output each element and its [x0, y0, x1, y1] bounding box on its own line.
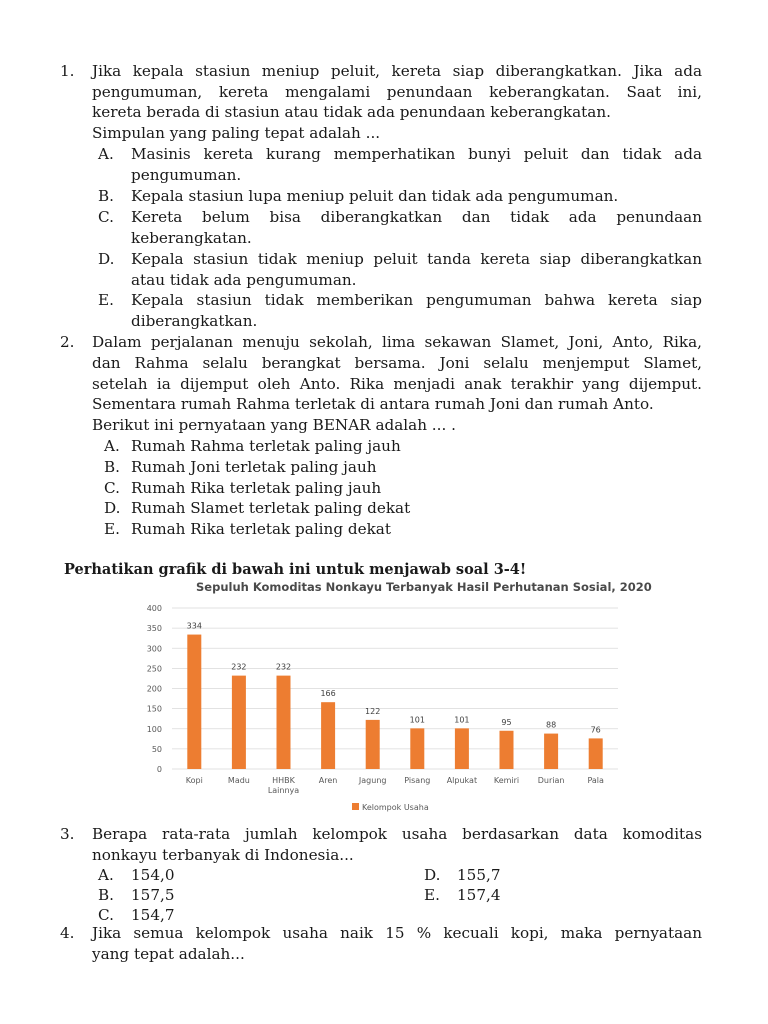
- option-letter: C.: [98, 906, 114, 924]
- y-tick-label: 250: [146, 664, 162, 674]
- option-letter: E.: [424, 886, 440, 904]
- option-text: pengumuman.: [131, 166, 242, 184]
- y-tick-label: 200: [146, 684, 162, 694]
- legend-label: Kelompok Usaha: [362, 803, 429, 812]
- option-text: Rumah Rika terletak paling dekat: [131, 520, 391, 538]
- question-number: 4.: [60, 924, 75, 942]
- question-text-line: Berapa rata-rata jumlah kelompok usaha berdasarkan data komoditas: [92, 825, 702, 843]
- y-tick-label: 100: [146, 724, 162, 734]
- question-text-line: Dalam perjalanan menuju sekolah, lima sekawan Slamet, Joni, Anto, Rika,: [92, 333, 702, 351]
- x-tick-label: Pisang: [404, 776, 431, 785]
- option-text: Kepala stasiun lupa meniup peluit dan tidak ada pengumuman.: [131, 187, 619, 205]
- data-label: 76: [590, 725, 601, 735]
- bar: [410, 728, 424, 769]
- data-label: 101: [454, 715, 470, 725]
- option-letter: A.: [98, 145, 114, 163]
- question-number: 3.: [60, 825, 75, 843]
- bar: [589, 738, 603, 769]
- x-tick-label: Aren: [318, 776, 338, 785]
- data-label: 232: [231, 662, 247, 672]
- question-text-line: yang tepat adalah...: [92, 945, 245, 963]
- question-text-line: Simpulan yang paling tepat adalah ...: [92, 124, 381, 142]
- y-tick-label: 150: [146, 704, 162, 714]
- x-tick-label: Pala: [587, 776, 604, 785]
- option-letter: E.: [98, 291, 114, 309]
- option-letter: A.: [104, 437, 120, 455]
- option-letter: D.: [104, 499, 121, 517]
- option-letter: D.: [424, 866, 441, 884]
- chart-title: Sepuluh Komoditas Nonkayu Terbanyak Hasil Perhutanan Sosial, 2020: [196, 580, 652, 594]
- question-number: 1.: [60, 62, 75, 80]
- option-text: diberangkatkan.: [131, 312, 258, 330]
- option-text: Rumah Rika terletak paling jauh: [131, 479, 382, 497]
- x-tick-label: Kemiri: [493, 776, 520, 785]
- question-text-line: setelah ia dijemput oleh Anto. Rika menjadi anak terakhir yang dijemput.: [92, 375, 702, 393]
- x-tick-label: Durian: [537, 776, 565, 785]
- bar-chart: [140, 576, 652, 821]
- question-text-line: Jika kepala stasiun meniup peluit, kereta siap diberangkatkan. Jika ada: [92, 62, 702, 80]
- option-letter: D.: [98, 250, 115, 268]
- data-label: 122: [365, 706, 381, 716]
- option-text: Rumah Slamet terletak paling dekat: [131, 499, 411, 517]
- x-tick-label: Jagung: [358, 776, 387, 785]
- option-text: Kereta belum bisa diberangkatkan dan tidak ada penundaan: [131, 208, 702, 226]
- bar: [544, 734, 558, 769]
- option-letter: B.: [98, 886, 114, 904]
- bar-chart-svg: [140, 576, 630, 821]
- y-tick-label: 50: [151, 744, 162, 754]
- data-label: 88: [546, 720, 557, 730]
- y-tick-label: 350: [146, 624, 162, 634]
- option-text: Rumah Joni terletak paling jauh: [131, 458, 377, 476]
- y-tick-label: 0: [156, 765, 162, 774]
- question-text-line: Jika semua kelompok usaha naik 15 % kecuali kopi, maka pernyataan: [92, 924, 702, 942]
- question-text-line: dan Rahma selalu berangkat bersama. Joni selalu menjemput Slamet,: [92, 354, 702, 372]
- option-text: 157,4: [457, 886, 501, 904]
- option-letter: A.: [98, 866, 114, 884]
- legend-swatch: [352, 803, 359, 810]
- bar: [366, 720, 380, 769]
- bar: [455, 728, 469, 769]
- data-label: 232: [275, 662, 292, 672]
- x-tick-label: Madu: [227, 776, 250, 785]
- option-text: 157,5: [131, 886, 175, 904]
- question-text-line: kereta berada di stasiun atau tidak ada penundaan keberangkatan.: [92, 103, 611, 121]
- bar: [277, 676, 291, 769]
- x-tick-label: Lainnya: [267, 786, 300, 795]
- option-text: keberangkatan.: [131, 229, 252, 247]
- data-label: 334: [186, 621, 202, 631]
- data-label: 95: [501, 717, 512, 727]
- option-letter: E.: [104, 520, 120, 538]
- option-text: Rumah Rahma terletak paling jauh: [131, 437, 401, 455]
- option-text: 155,7: [457, 866, 501, 884]
- option-text: 154,7: [131, 906, 175, 924]
- bar: [232, 676, 246, 769]
- question-number: 2.: [60, 333, 75, 351]
- question-text-line: nonkayu terbanyak di Indonesia...: [92, 846, 354, 864]
- option-text: Kepala stasiun tidak memberikan pengumuman bahwa kereta siap: [131, 291, 702, 309]
- data-label: 166: [320, 689, 336, 699]
- option-text: 154,0: [131, 866, 175, 884]
- bar: [321, 702, 335, 769]
- x-tick-label: HHBK: [272, 776, 295, 785]
- option-letter: C.: [98, 208, 114, 226]
- question-text-line: Sementara rumah Rahma terletak di antara rumah Joni dan rumah Anto.: [92, 395, 654, 413]
- chart-instruction: Perhatikan grafik di bawah ini untuk menjawab soal 3-4!: [64, 561, 527, 578]
- x-tick-label: Alpukat: [446, 776, 478, 785]
- y-tick-label: 300: [146, 644, 162, 654]
- option-text: Kepala stasiun tidak meniup peluit tanda kereta siap diberangkatkan: [131, 250, 702, 268]
- question-text-line: pengumuman, kereta mengalami penundaan keberangkatan. Saat ini,: [92, 83, 702, 101]
- data-label: 101: [409, 715, 425, 725]
- option-letter: B.: [104, 458, 120, 476]
- option-text: Masinis kereta kurang memperhatikan bunyi peluit dan tidak ada: [131, 145, 702, 163]
- x-tick-label: Kopi: [185, 776, 203, 785]
- bar: [187, 635, 201, 769]
- option-text: atau tidak ada pengumuman.: [131, 271, 357, 289]
- option-letter: B.: [98, 187, 114, 205]
- bar: [500, 731, 514, 769]
- y-tick-label: 400: [146, 604, 162, 613]
- question-text-line: Berikut ini pernyataan yang BENAR adalah ... .: [92, 416, 456, 434]
- option-letter: C.: [104, 479, 120, 497]
